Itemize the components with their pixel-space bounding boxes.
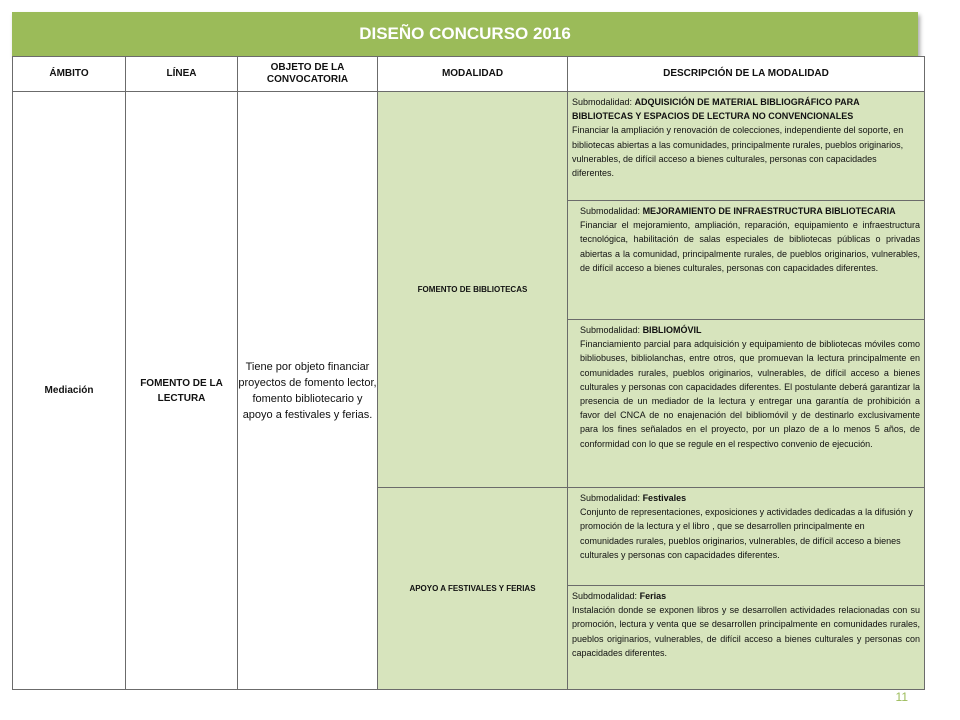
slide-title: DISEÑO CONCURSO 2016 bbox=[359, 24, 571, 43]
submodalidad-label: Submodalidad: bbox=[580, 325, 641, 335]
table-header-row bbox=[13, 57, 925, 92]
submodalidad-festivales bbox=[568, 488, 925, 586]
submodalidad-description: Financiar el mejoramiento, ampliación, reparación, equipamiento e infraestructura tecnológica, habilitación de salas especiales de bibliotecas públicas o privadas abiertas a la comunidad, principalmente rurales, de pueblos originarios, vulnerables, de difícil acceso a bienes culturales, personas con capacidades diferentes. bbox=[580, 220, 920, 273]
modalities-table bbox=[12, 56, 925, 690]
submodalidad-description: Financiamiento parcial para adquisición y equipamiento de bibliotecas móviles como bibliobuses, bibliolanchas, entre otros, que promuevan la lectura principalmente en comunidades rurales, pueblos originarios, vulnerables, de difícil acceso a bienes culturales y personas con capacidades diferentes. El postulante deberá garantizar la presencia de un mediador de la lectura y entregar una garantía de prohibición a favor del CNCA de no enajenación del bibliomóvil y de destinarlo exclusivamente para los fines señalados en el proyecto, por un plazo de a lo menos 5 años, de conformidad con lo que se regule en el respectivo convenio de ejecución. bbox=[580, 339, 920, 449]
slide-title-bar bbox=[12, 12, 918, 56]
submodalidad-bibliomovil bbox=[568, 320, 925, 488]
submodalidad-description: Conjunto de representaciones, exposiciones y actividades dedicadas a la difusión y promoción de la lectura y el libro , que se desarrollen principalmente en comunidades rurales, pueblos originarios, vulnerables, de difícil acceso a bienes culturales y personas con capacidades diferentes. bbox=[580, 507, 913, 560]
submodalidad-name: BIBLIOMÓVIL bbox=[642, 325, 702, 335]
submodalidad-adquisicion bbox=[568, 92, 925, 201]
page-number: 11 bbox=[895, 690, 908, 704]
table-row bbox=[13, 92, 925, 201]
submodalidad-label: Submodalidad: bbox=[580, 493, 641, 503]
submodalidad-name: ADQUISICIÓN DE MATERIAL BIBLIOGRÁFICO PARA BIBLIOTECAS Y ESPACIOS DE LECTURA NO CONVENCIONALES bbox=[572, 97, 860, 122]
submodalidad-ferias bbox=[568, 586, 925, 690]
objeto-cell: Tiene por objeto financiar proyectos de fomento lector, fomento bibliotecario y apoyo a festivales y ferias. bbox=[238, 92, 378, 690]
submodalidad-name: Festivales bbox=[642, 493, 687, 503]
submodalidad-label: Submodalidad: bbox=[580, 206, 641, 216]
modalidad-festivales-ferias: APOYO A FESTIVALES Y FERIAS bbox=[378, 488, 568, 690]
submodalidad-name: Ferias bbox=[639, 591, 667, 601]
ambito-cell: Mediación bbox=[13, 92, 126, 690]
submodalidad-label: Submodalidad: bbox=[572, 97, 633, 107]
header-ambito: ÁMBITO bbox=[13, 57, 126, 92]
submodalidad-description: Instalación donde se exponen libros y se desarrollen actividades relacionadas con su promoción, lectura y venta que se desarrollen principalmente en comunidades rurales, pueblos originarios, vulnerables, de difícil acceso a bienes culturales y personas con capacidades diferentes. bbox=[572, 605, 920, 658]
header-modalidad: MODALIDAD bbox=[378, 57, 568, 92]
header-objeto: OBJETO DE LA CONVOCATORIA bbox=[238, 57, 378, 92]
header-descripcion: DESCRIPCIÓN DE LA MODALIDAD bbox=[568, 57, 925, 92]
submodalidad-label: Subdmodalidad: bbox=[572, 591, 638, 601]
submodalidad-description: Financiar la ampliación y renovación de colecciones, independiente del soporte, en bibliotecas abiertas a las comunidades, principalmente rurales, pueblos originarios, vulnerables, de difícil acceso a bienes culturales, personas con capacidades diferentes. bbox=[572, 125, 904, 179]
linea-cell: FOMENTO DE LA LECTURA bbox=[126, 92, 238, 690]
submodalidad-mejoramiento bbox=[568, 201, 925, 320]
submodalidad-name: MEJORAMIENTO DE INFRAESTRUCTURA BIBLIOTECARIA bbox=[642, 206, 896, 216]
header-linea: LÍNEA bbox=[126, 57, 238, 92]
modalidad-fomento-bibliotecas: FOMENTO DE BIBLIOTECAS bbox=[378, 92, 568, 488]
